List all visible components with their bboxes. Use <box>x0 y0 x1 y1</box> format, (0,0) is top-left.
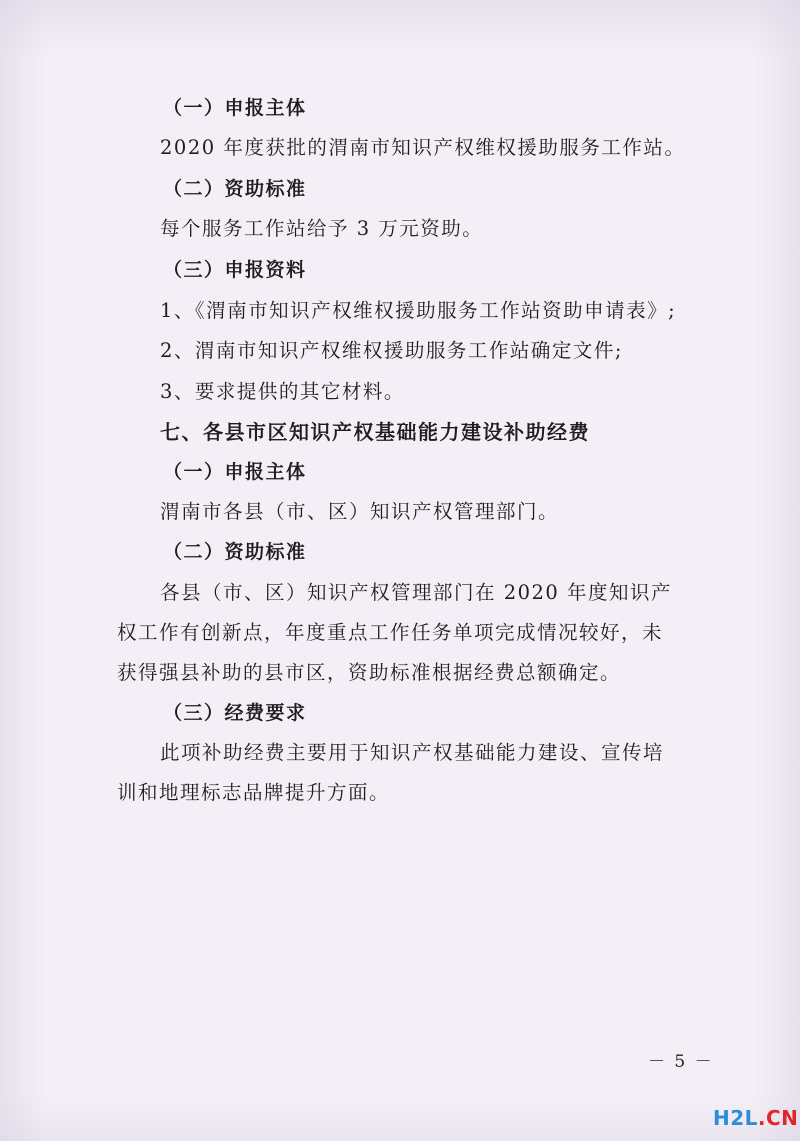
section-heading-standard: （二）资助标准 <box>163 541 307 563</box>
watermark-brand: H2L <box>713 1106 758 1130</box>
paragraph-line: 训和地理标志品牌提升方面。 <box>117 781 391 804</box>
section-heading-requirements: （三）经费要求 <box>163 702 307 724</box>
paragraph-line: 各县（市、区）知识产权管理部门在 2020 年度知识产 <box>160 581 673 604</box>
paragraph-line: 获得强县补助的县市区，资助标准根据经费总额确定。 <box>117 661 622 684</box>
paragraph-line: 渭南市各县（市、区）知识产权管理部门。 <box>160 500 560 523</box>
section-heading-materials: （三）申报资料 <box>163 259 307 281</box>
paragraph-line: 1、《渭南市知识产权维权援助服务工作站资助申请表》; <box>160 299 677 322</box>
paragraph-line: 2、渭南市知识产权维权援助服务工作站确定文件; <box>160 339 623 362</box>
paragraph-line: 此项补助经费主要用于知识产权基础能力建设、宣传培 <box>160 741 665 764</box>
section-heading-standard: （二）资助标准 <box>163 178 307 200</box>
chapter-heading: 七、各县市区知识产权基础能力建设补助经费 <box>160 420 590 444</box>
paragraph-line: 3、要求提供的其它材料。 <box>160 380 405 403</box>
paragraph-line: 每个服务工作站给予 3 万元资助。 <box>160 217 484 240</box>
page-number: － 5 － <box>648 1052 714 1072</box>
section-heading-applicant: （一）申报主体 <box>163 461 307 483</box>
section-heading-applicant: （一）申报主体 <box>163 97 307 119</box>
paragraph-line: 权工作有创新点，年度重点工作任务单项完成情况较好，未 <box>117 621 664 644</box>
watermark-suffix: .CN <box>757 1106 799 1130</box>
site-watermark-logo <box>713 1106 798 1130</box>
paragraph-line: 2020 年度获批的渭南市知识产权维权援助服务工作站。 <box>160 136 686 159</box>
